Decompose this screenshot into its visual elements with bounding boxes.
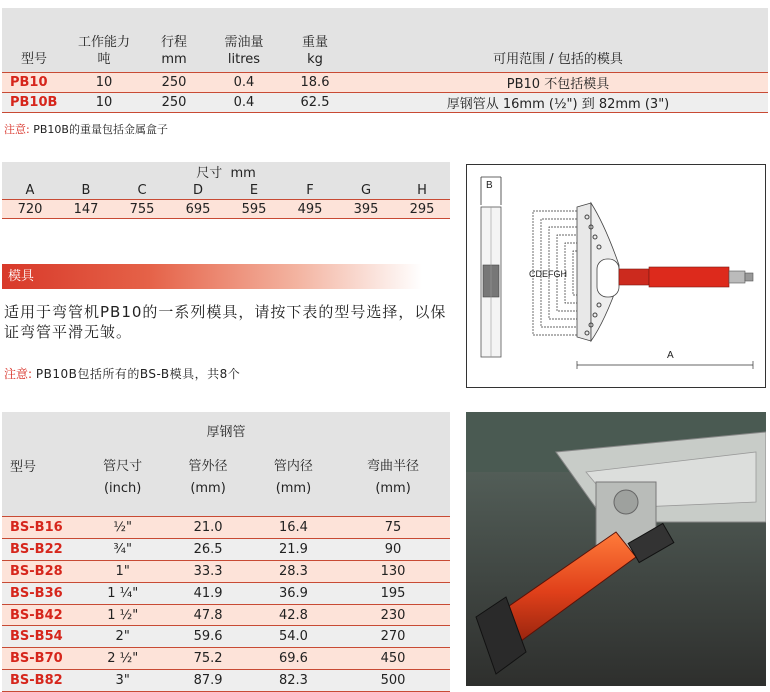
header-capacity: 工作能力 吨 bbox=[66, 8, 142, 73]
radius-cell: 195 bbox=[336, 582, 450, 604]
header-oil: 需油量 litres bbox=[206, 8, 282, 73]
dim-value: 595 bbox=[226, 200, 282, 219]
model-cell: BS-B70 bbox=[2, 648, 80, 670]
table-row bbox=[2, 517, 450, 539]
size-cell: 1 ¼" bbox=[80, 582, 165, 604]
od-cell: 87.9 bbox=[165, 670, 250, 692]
dim-value: 755 bbox=[114, 200, 170, 219]
id-cell: 42.8 bbox=[251, 604, 336, 626]
header-weight: 重量 kg bbox=[282, 8, 348, 73]
table-row bbox=[2, 538, 450, 560]
dim-label: G bbox=[338, 181, 394, 200]
dies-description: 适用于弯管机PB10的一系列模具，请按下表的型号选择，以保证弯管平滑无皱。 bbox=[4, 303, 447, 341]
radius-cell: 450 bbox=[336, 648, 450, 670]
table-row bbox=[2, 560, 450, 582]
id-cell: 69.6 bbox=[251, 648, 336, 670]
id-cell: 54.0 bbox=[251, 626, 336, 648]
product-photo-svg bbox=[466, 412, 766, 686]
dim-value: 395 bbox=[338, 200, 394, 219]
dim-label: A bbox=[2, 181, 58, 200]
dim-value: 495 bbox=[282, 200, 338, 219]
header-radius: 弯曲半径 (mm) bbox=[336, 448, 450, 517]
table-row bbox=[2, 670, 450, 692]
size-cell: 3" bbox=[80, 670, 165, 692]
od-cell: 26.5 bbox=[165, 538, 250, 560]
weight-cell: 18.6 bbox=[282, 73, 348, 93]
label-b: B bbox=[486, 180, 493, 191]
dim-label: E bbox=[226, 181, 282, 200]
dim-label: F bbox=[282, 181, 338, 200]
od-cell: 33.3 bbox=[165, 560, 250, 582]
od-cell: 59.6 bbox=[165, 626, 250, 648]
weight-note bbox=[4, 121, 168, 137]
note-text: PB10B的重量包括金属盒子 bbox=[33, 123, 168, 136]
od-cell: 21.0 bbox=[165, 517, 250, 539]
model-cell: BS-B36 bbox=[2, 582, 80, 604]
id-cell: 36.9 bbox=[251, 582, 336, 604]
pipe-title-row bbox=[2, 412, 450, 448]
header-range: 可用范围 / 包括的模具 bbox=[348, 8, 768, 73]
models-table bbox=[2, 8, 768, 113]
model-cell: BS-B54 bbox=[2, 626, 80, 648]
dim-value: 295 bbox=[394, 200, 450, 219]
header-od: 管外径 (mm) bbox=[165, 448, 250, 517]
table-row bbox=[2, 626, 450, 648]
header-size: 管尺寸 (inch) bbox=[80, 448, 165, 517]
radius-cell: 75 bbox=[336, 517, 450, 539]
note-label: 注意: bbox=[4, 367, 33, 381]
size-cell: 1" bbox=[80, 560, 165, 582]
size-cell: 2" bbox=[80, 626, 165, 648]
radius-cell: 230 bbox=[336, 604, 450, 626]
table-row bbox=[2, 604, 450, 626]
dim-label: H bbox=[394, 181, 450, 200]
id-cell: 21.9 bbox=[251, 538, 336, 560]
table-row bbox=[2, 73, 768, 93]
dimensions-value-row bbox=[2, 200, 450, 219]
id-cell: 16.4 bbox=[251, 517, 336, 539]
label-cdefgh: CDEFGH bbox=[529, 269, 567, 279]
model-cell: BS-B16 bbox=[2, 517, 80, 539]
table-row bbox=[2, 582, 450, 604]
dim-label: C bbox=[114, 181, 170, 200]
header-id: 管内径 (mm) bbox=[251, 448, 336, 517]
radius-cell: 90 bbox=[336, 538, 450, 560]
oil-cell: 0.4 bbox=[206, 93, 282, 113]
id-cell: 82.3 bbox=[251, 670, 336, 692]
dim-value: 720 bbox=[2, 200, 58, 219]
pipe-table-title: 厚钢管 bbox=[2, 412, 450, 448]
table-row bbox=[2, 648, 450, 670]
od-cell: 75.2 bbox=[165, 648, 250, 670]
model-cell: PB10 bbox=[2, 73, 66, 93]
stroke-cell: 250 bbox=[142, 73, 206, 93]
dim-value: 695 bbox=[170, 200, 226, 219]
label-a: A bbox=[667, 350, 674, 361]
model-cell: BS-B28 bbox=[2, 560, 80, 582]
dimensions-table bbox=[2, 162, 450, 219]
header-stroke: 行程 mm bbox=[142, 8, 206, 73]
model-cell: BS-B42 bbox=[2, 604, 80, 626]
size-cell: ¾" bbox=[80, 538, 165, 560]
pipe-table bbox=[2, 412, 450, 692]
size-cell: ½" bbox=[80, 517, 165, 539]
dimensions-title-row bbox=[2, 162, 450, 181]
radius-cell: 270 bbox=[336, 626, 450, 648]
capacity-cell: 10 bbox=[66, 73, 142, 93]
range-cell: PB10 不包括模具 bbox=[348, 73, 768, 93]
dim-label: B bbox=[58, 181, 114, 200]
dimensions-title: 尺寸 mm bbox=[2, 162, 450, 181]
header-model: 型号 bbox=[2, 8, 66, 73]
dim-label: D bbox=[170, 181, 226, 200]
od-cell: 41.9 bbox=[165, 582, 250, 604]
dies-section-bar bbox=[2, 264, 422, 289]
table-row bbox=[2, 93, 768, 113]
range-cell: 厚钢管从 16mm (½") 到 82mm (3") bbox=[348, 93, 768, 113]
size-cell: 1 ½" bbox=[80, 604, 165, 626]
dies-note bbox=[4, 365, 240, 382]
od-cell: 47.8 bbox=[165, 604, 250, 626]
id-cell: 28.3 bbox=[251, 560, 336, 582]
models-table-header bbox=[2, 8, 768, 73]
product-photo bbox=[466, 412, 766, 686]
header-model: 型号 bbox=[2, 448, 80, 517]
radius-cell: 130 bbox=[336, 560, 450, 582]
oil-cell: 0.4 bbox=[206, 73, 282, 93]
dies-heading: 模具 bbox=[8, 269, 35, 284]
note-text: PB10B包括所有的BS-B模具，共8个 bbox=[35, 367, 241, 381]
dimensions-label-row bbox=[2, 181, 450, 200]
bender-diagram-svg bbox=[467, 165, 765, 387]
bender-dimension-diagram bbox=[466, 164, 766, 388]
model-cell: PB10B bbox=[2, 93, 66, 113]
note-label: 注意: bbox=[4, 123, 30, 136]
pipe-header-row bbox=[2, 448, 450, 517]
model-cell: BS-B82 bbox=[2, 670, 80, 692]
model-cell: BS-B22 bbox=[2, 538, 80, 560]
stroke-cell: 250 bbox=[142, 93, 206, 113]
radius-cell: 500 bbox=[336, 670, 450, 692]
dim-value: 147 bbox=[58, 200, 114, 219]
weight-cell: 62.5 bbox=[282, 93, 348, 113]
size-cell: 2 ½" bbox=[80, 648, 165, 670]
capacity-cell: 10 bbox=[66, 93, 142, 113]
